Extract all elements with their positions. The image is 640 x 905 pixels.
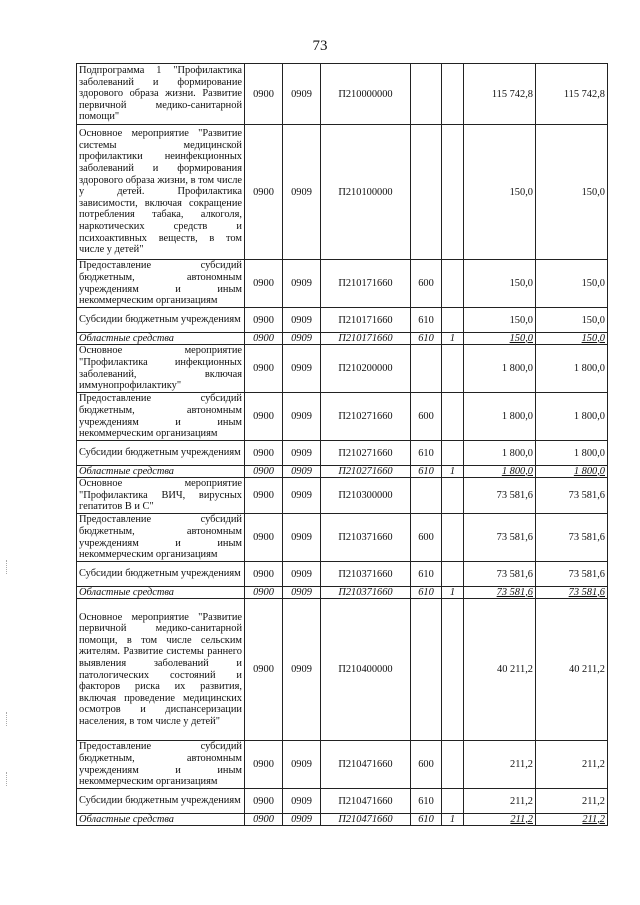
target-code-cell: П210000000 bbox=[321, 64, 411, 125]
amount-cell-1: 1 800,0 bbox=[464, 345, 536, 393]
target-code-cell: П210400000 bbox=[321, 599, 411, 741]
subsection-code-cell: 0909 bbox=[283, 599, 321, 741]
amount-cell-1: 150,0 bbox=[464, 260, 536, 308]
table-row bbox=[77, 562, 608, 587]
section-code-cell: 0900 bbox=[245, 308, 283, 333]
subsection-code-cell: 0909 bbox=[283, 587, 321, 599]
row-name-cell: Областные средства bbox=[77, 587, 245, 599]
target-code-cell: П210100000 bbox=[321, 125, 411, 260]
amount-cell-2: 1 800,0 bbox=[536, 441, 608, 466]
row-name-cell: Предоставление субсидий бюджетным, автономным учреждениям и иным некоммерческим организациям bbox=[77, 393, 245, 441]
expense-type-cell bbox=[411, 345, 442, 393]
source-code-cell bbox=[442, 562, 464, 587]
subsection-code-cell: 0909 bbox=[283, 308, 321, 333]
subsection-code-cell: 0909 bbox=[283, 466, 321, 478]
target-code-cell: П210471660 bbox=[321, 789, 411, 814]
scan-margin-mark bbox=[6, 560, 8, 574]
amount-cell-2: 211,2 bbox=[536, 814, 608, 826]
section-code-cell: 0900 bbox=[245, 599, 283, 741]
row-name-cell: Предоставление субсидий бюджетным, автономным учреждениям и иным некоммерческим организациям bbox=[77, 741, 245, 789]
scan-margin-mark bbox=[6, 712, 8, 726]
target-code-cell: П210171660 bbox=[321, 308, 411, 333]
subsection-code-cell: 0909 bbox=[283, 814, 321, 826]
source-code-cell bbox=[442, 393, 464, 441]
section-code-cell: 0900 bbox=[245, 64, 283, 125]
amount-cell-2: 1 800,0 bbox=[536, 345, 608, 393]
table-body bbox=[77, 64, 608, 826]
table-row bbox=[77, 514, 608, 562]
expense-type-cell bbox=[411, 599, 442, 741]
row-name-cell: Основное мероприятие "Развитие системы медицинской профилактики неинфекционных заболеваний и формирования здорового образа жизни, в том числе у детей. Профилактика зависимости, включая сокращение потребления табака, алкоголя, наркотических средств и психоактивных веществ, в том числе у детей" bbox=[77, 125, 245, 260]
source-code-cell bbox=[442, 741, 464, 789]
amount-cell-1: 211,2 bbox=[464, 789, 536, 814]
amount-cell-1: 115 742,8 bbox=[464, 64, 536, 125]
target-code-cell: П210200000 bbox=[321, 345, 411, 393]
table-row bbox=[77, 789, 608, 814]
row-name-cell: Областные средства bbox=[77, 814, 245, 826]
target-code-cell: П210371660 bbox=[321, 514, 411, 562]
expense-type-cell: 610 bbox=[411, 587, 442, 599]
row-name-cell: Субсидии бюджетным учреждениям bbox=[77, 308, 245, 333]
amount-cell-2: 150,0 bbox=[536, 333, 608, 345]
subsection-code-cell: 0909 bbox=[283, 441, 321, 466]
source-code-cell bbox=[442, 260, 464, 308]
table-row bbox=[77, 64, 608, 125]
table-row bbox=[77, 125, 608, 260]
expense-type-cell: 610 bbox=[411, 333, 442, 345]
source-code-cell: 1 bbox=[442, 466, 464, 478]
subsection-code-cell: 0909 bbox=[283, 741, 321, 789]
amount-cell-2: 150,0 bbox=[536, 260, 608, 308]
section-code-cell: 0900 bbox=[245, 466, 283, 478]
source-code-cell bbox=[442, 441, 464, 466]
section-code-cell: 0900 bbox=[245, 562, 283, 587]
amount-cell-1: 73 581,6 bbox=[464, 478, 536, 514]
source-code-cell bbox=[442, 64, 464, 125]
section-code-cell: 0900 bbox=[245, 441, 283, 466]
row-name-cell: Основное мероприятие "Развитие первичной медико-санитарной помощи, в том числе сельским жителям. Развитие системы раннего выявления заболеваний и патологических состояний и факторов риска их развития, включая проведение медицинских осмотров и диспансеризации населения, в том числе у детей" bbox=[77, 599, 245, 741]
subsection-code-cell: 0909 bbox=[283, 514, 321, 562]
target-code-cell: П210271660 bbox=[321, 466, 411, 478]
subsection-code-cell: 0909 bbox=[283, 125, 321, 260]
amount-cell-2: 150,0 bbox=[536, 125, 608, 260]
source-code-cell bbox=[442, 514, 464, 562]
row-name-cell: Основное мероприятие "Профилактика инфекционных заболеваний, включая иммунопрофилактику" bbox=[77, 345, 245, 393]
amount-cell-1: 40 211,2 bbox=[464, 599, 536, 741]
expense-type-cell: 610 bbox=[411, 466, 442, 478]
table-row bbox=[77, 308, 608, 333]
amount-cell-2: 1 800,0 bbox=[536, 393, 608, 441]
expense-type-cell: 600 bbox=[411, 741, 442, 789]
amount-cell-2: 73 581,6 bbox=[536, 514, 608, 562]
section-code-cell: 0900 bbox=[245, 587, 283, 599]
row-name-cell: Субсидии бюджетным учреждениям bbox=[77, 789, 245, 814]
subsection-code-cell: 0909 bbox=[283, 345, 321, 393]
source-code-cell bbox=[442, 308, 464, 333]
row-name-cell: Областные средства bbox=[77, 466, 245, 478]
target-code-cell: П210271660 bbox=[321, 441, 411, 466]
amount-cell-1: 1 800,0 bbox=[464, 466, 536, 478]
row-name-cell: Предоставление субсидий бюджетным, автономным учреждениям и иным некоммерческим организациям bbox=[77, 514, 245, 562]
amount-cell-1: 1 800,0 bbox=[464, 441, 536, 466]
section-code-cell: 0900 bbox=[245, 514, 283, 562]
source-code-cell: 1 bbox=[442, 587, 464, 599]
expense-type-cell: 610 bbox=[411, 562, 442, 587]
amount-cell-2: 73 581,6 bbox=[536, 478, 608, 514]
table-row bbox=[77, 741, 608, 789]
section-code-cell: 0900 bbox=[245, 789, 283, 814]
section-code-cell: 0900 bbox=[245, 260, 283, 308]
section-code-cell: 0900 bbox=[245, 345, 283, 393]
target-code-cell: П210171660 bbox=[321, 260, 411, 308]
row-name-cell: Субсидии бюджетным учреждениям bbox=[77, 562, 245, 587]
amount-cell-2: 115 742,8 bbox=[536, 64, 608, 125]
section-code-cell: 0900 bbox=[245, 814, 283, 826]
amount-cell-2: 150,0 bbox=[536, 308, 608, 333]
row-name-cell: Областные средства bbox=[77, 333, 245, 345]
amount-cell-1: 211,2 bbox=[464, 741, 536, 789]
section-code-cell: 0900 bbox=[245, 741, 283, 789]
amount-cell-2: 40 211,2 bbox=[536, 599, 608, 741]
row-name-cell: Субсидии бюджетным учреждениям bbox=[77, 441, 245, 466]
target-code-cell: П210471660 bbox=[321, 814, 411, 826]
amount-cell-1: 73 581,6 bbox=[464, 587, 536, 599]
expense-type-cell: 610 bbox=[411, 814, 442, 826]
expense-type-cell bbox=[411, 125, 442, 260]
table-row bbox=[77, 587, 608, 599]
table-row bbox=[77, 599, 608, 741]
table-row bbox=[77, 333, 608, 345]
amount-cell-2: 73 581,6 bbox=[536, 587, 608, 599]
table-row bbox=[77, 441, 608, 466]
source-code-cell: 1 bbox=[442, 333, 464, 345]
row-name-cell: Подпрограмма 1 "Профилактика заболеваний и формирование здорового образа жизни. Развитие первичной медико-санитарной помощи" bbox=[77, 64, 245, 125]
source-code-cell bbox=[442, 789, 464, 814]
expense-type-cell: 610 bbox=[411, 789, 442, 814]
budget-table bbox=[76, 63, 608, 826]
expense-type-cell: 610 bbox=[411, 308, 442, 333]
section-code-cell: 0900 bbox=[245, 125, 283, 260]
row-name-cell: Предоставление субсидий бюджетным, автономным учреждениям и иным некоммерческим организациям bbox=[77, 260, 245, 308]
amount-cell-2: 211,2 bbox=[536, 789, 608, 814]
amount-cell-2: 73 581,6 bbox=[536, 562, 608, 587]
expense-type-cell: 600 bbox=[411, 260, 442, 308]
table-row bbox=[77, 466, 608, 478]
amount-cell-1: 150,0 bbox=[464, 125, 536, 260]
source-code-cell bbox=[442, 345, 464, 393]
target-code-cell: П210300000 bbox=[321, 478, 411, 514]
expense-type-cell bbox=[411, 64, 442, 125]
target-code-cell: П210271660 bbox=[321, 393, 411, 441]
subsection-code-cell: 0909 bbox=[283, 393, 321, 441]
amount-cell-1: 211,2 bbox=[464, 814, 536, 826]
target-code-cell: П210471660 bbox=[321, 741, 411, 789]
page-number: 73 bbox=[312, 38, 328, 54]
expense-type-cell bbox=[411, 478, 442, 514]
target-code-cell: П210371660 bbox=[321, 587, 411, 599]
row-name-cell: Основное мероприятие "Профилактика ВИЧ, вирусных гепатитов В и С" bbox=[77, 478, 245, 514]
amount-cell-1: 150,0 bbox=[464, 333, 536, 345]
amount-cell-1: 1 800,0 bbox=[464, 393, 536, 441]
amount-cell-2: 1 800,0 bbox=[536, 466, 608, 478]
amount-cell-1: 150,0 bbox=[464, 308, 536, 333]
source-code-cell bbox=[442, 125, 464, 260]
source-code-cell bbox=[442, 599, 464, 741]
subsection-code-cell: 0909 bbox=[283, 789, 321, 814]
table-row bbox=[77, 260, 608, 308]
section-code-cell: 0900 bbox=[245, 478, 283, 514]
expense-type-cell: 600 bbox=[411, 393, 442, 441]
amount-cell-1: 73 581,6 bbox=[464, 562, 536, 587]
source-code-cell: 1 bbox=[442, 814, 464, 826]
expense-type-cell: 610 bbox=[411, 441, 442, 466]
source-code-cell bbox=[442, 478, 464, 514]
section-code-cell: 0900 bbox=[245, 393, 283, 441]
subsection-code-cell: 0909 bbox=[283, 64, 321, 125]
table-row bbox=[77, 478, 608, 514]
amount-cell-1: 73 581,6 bbox=[464, 514, 536, 562]
target-code-cell: П210371660 bbox=[321, 562, 411, 587]
table-row bbox=[77, 814, 608, 826]
expense-type-cell: 600 bbox=[411, 514, 442, 562]
section-code-cell: 0900 bbox=[245, 333, 283, 345]
table-row bbox=[77, 393, 608, 441]
scan-margin-mark bbox=[6, 772, 8, 786]
subsection-code-cell: 0909 bbox=[283, 260, 321, 308]
target-code-cell: П210171660 bbox=[321, 333, 411, 345]
subsection-code-cell: 0909 bbox=[283, 478, 321, 514]
table-row bbox=[77, 345, 608, 393]
subsection-code-cell: 0909 bbox=[283, 562, 321, 587]
subsection-code-cell: 0909 bbox=[283, 333, 321, 345]
amount-cell-2: 211,2 bbox=[536, 741, 608, 789]
